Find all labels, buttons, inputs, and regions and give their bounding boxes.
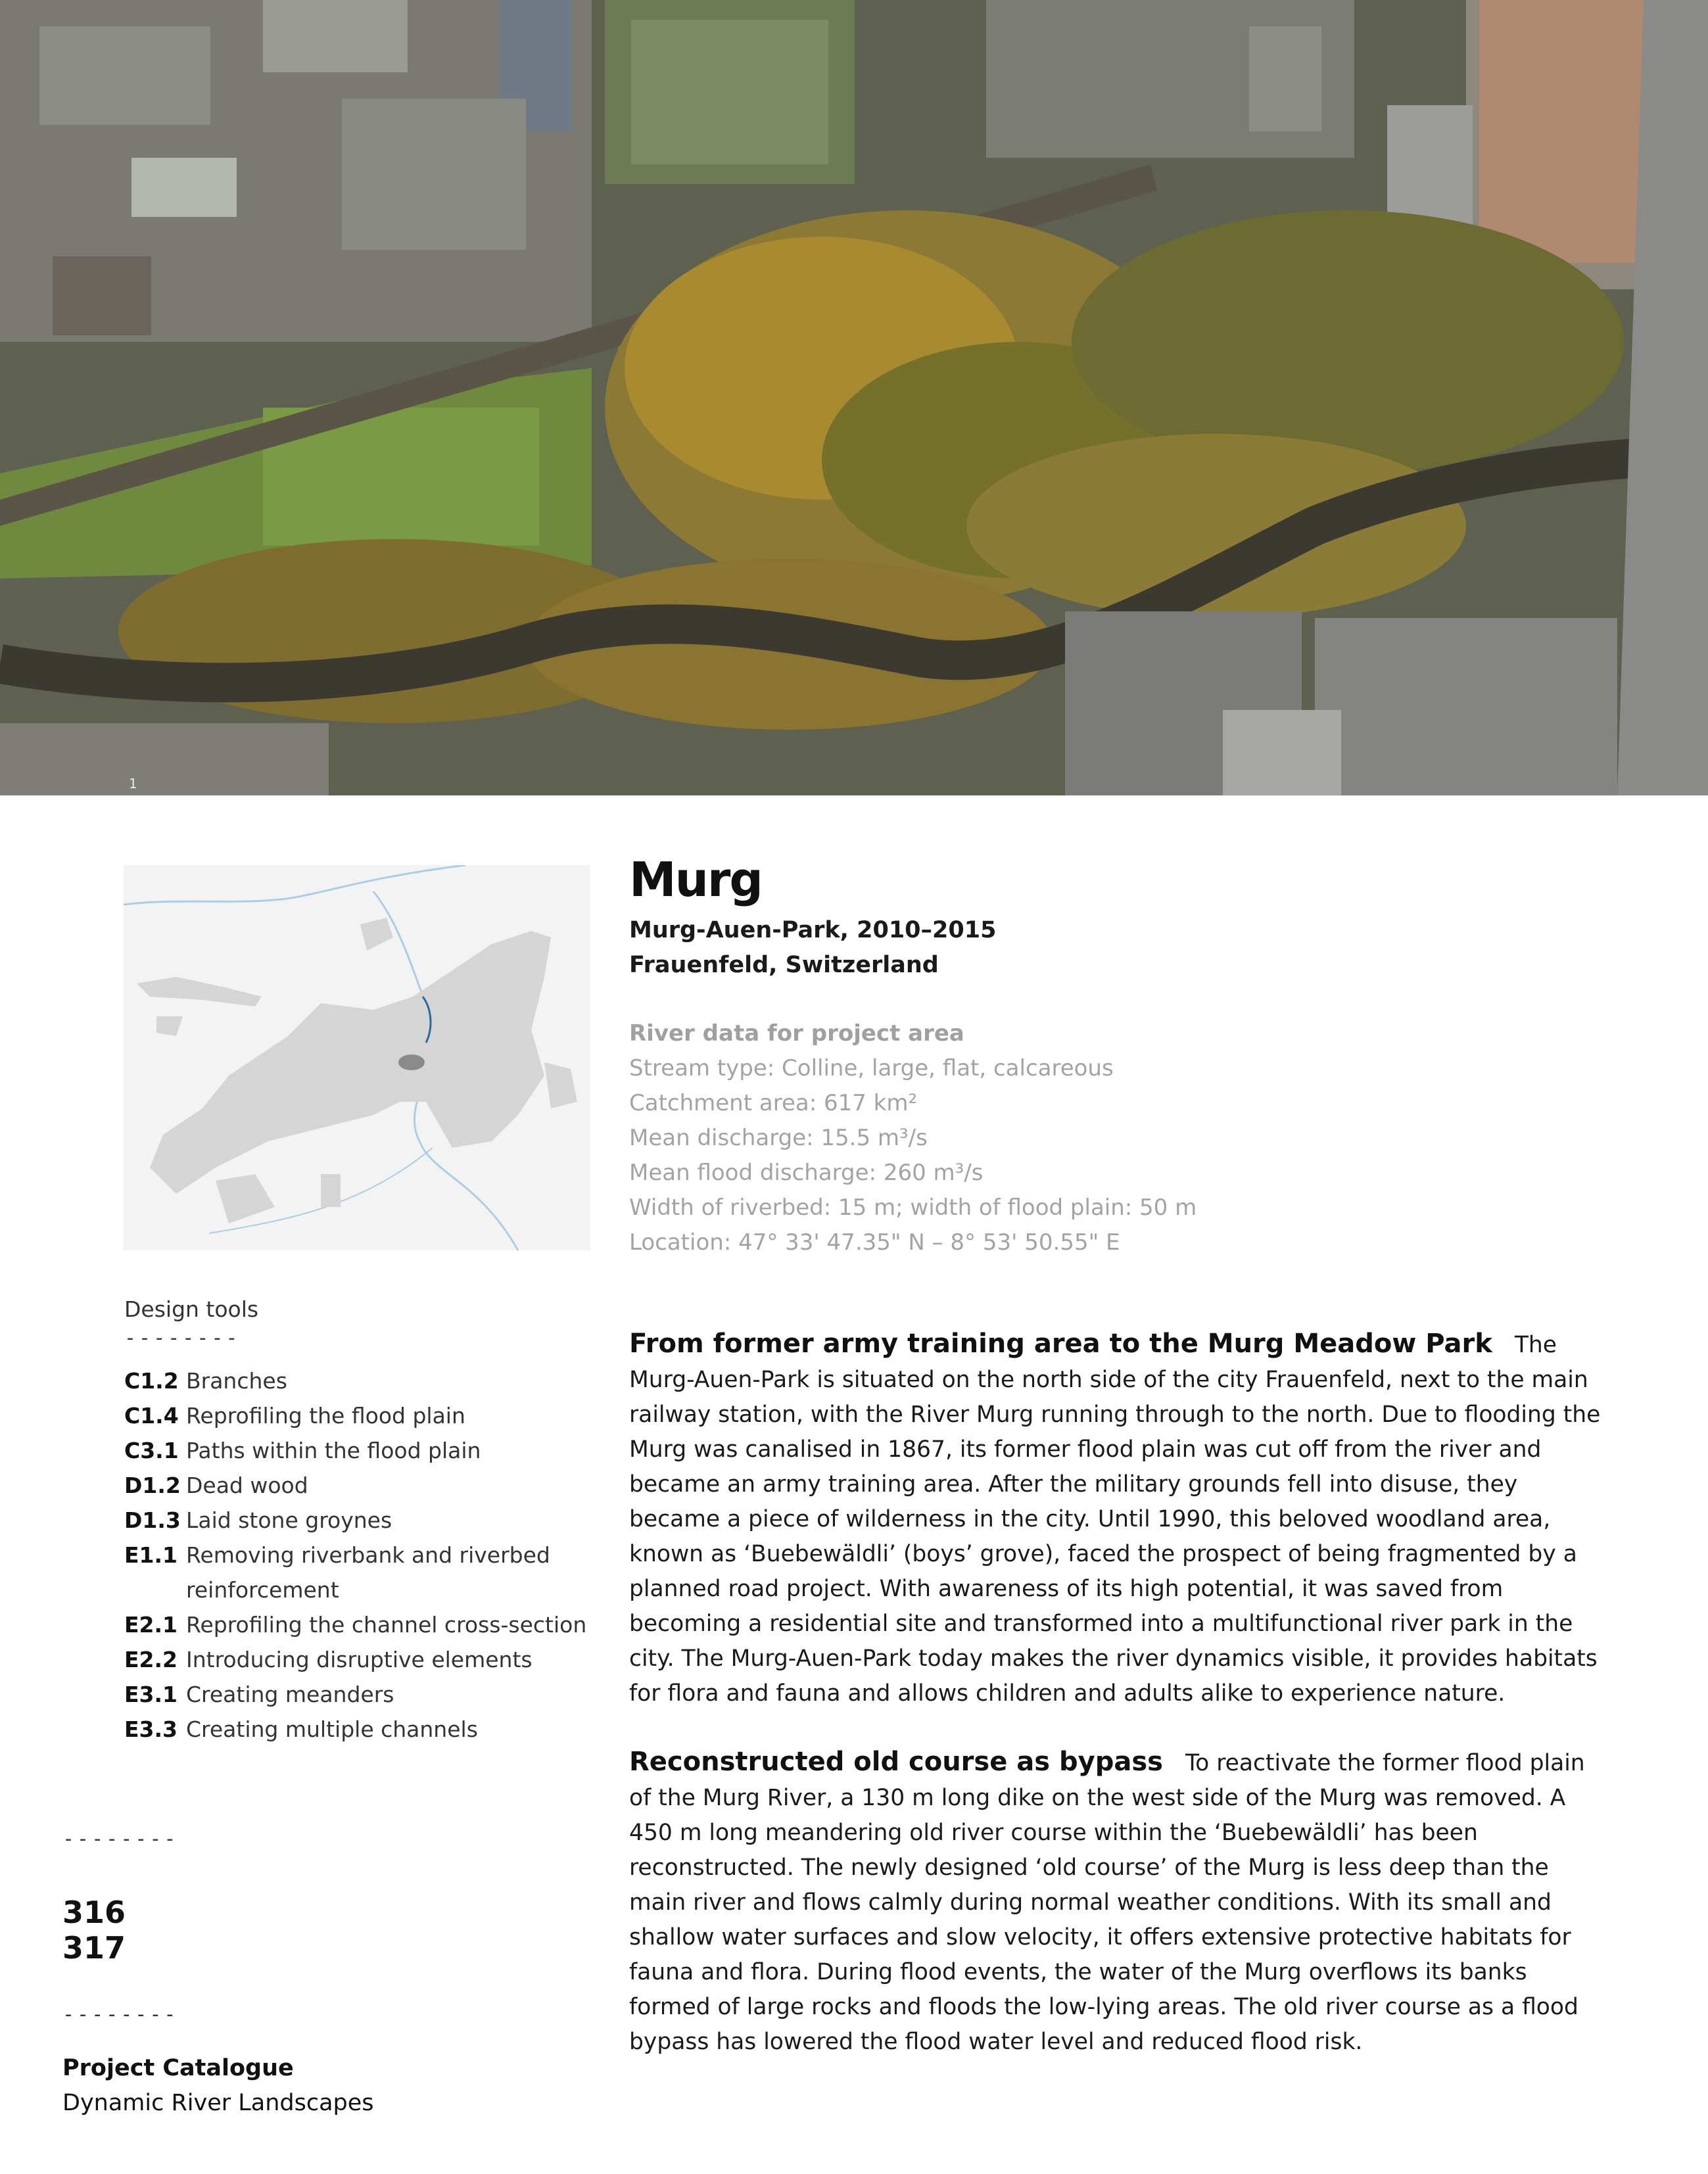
design-tool-item	[124, 1468, 598, 1503]
river-data-heading: River data for project area	[629, 1020, 964, 1047]
design-tool-item	[124, 1538, 598, 1607]
project-title: Murg	[629, 852, 762, 907]
design-tool-label: Removing riverbank and riverbed reinforcement	[186, 1542, 550, 1603]
design-tool-code: E3.3	[124, 1716, 178, 1742]
footer-separator: --------	[62, 2003, 179, 2026]
page-number-left: 316	[62, 1895, 126, 1930]
design-tool-label: Paths within the flood plain	[186, 1438, 481, 1463]
locator-map	[124, 865, 590, 1250]
design-tool-label: Reprofiling the channel cross-section	[186, 1612, 587, 1638]
page-number-right: 317	[62, 1930, 126, 1966]
design-tool-label: Dead wood	[186, 1473, 308, 1498]
design-tools-separator: --------	[124, 1327, 241, 1350]
section-old-course-bypass	[629, 1745, 1602, 2060]
design-tool-item	[124, 1433, 598, 1468]
design-tool-code: D1.2	[124, 1473, 181, 1498]
design-tool-code: E3.1	[124, 1682, 178, 1707]
design-tools-heading: Design tools	[124, 1296, 259, 1322]
photo-number: 1	[129, 776, 137, 792]
design-tool-label: Creating meanders	[186, 1682, 394, 1707]
design-tool-label: Branches	[186, 1368, 287, 1394]
design-tool-item	[124, 1642, 598, 1677]
design-tool-item	[124, 1398, 598, 1433]
design-tool-item	[124, 1503, 598, 1538]
river-data-line: Mean discharge: 15.5 m³/s	[629, 1125, 928, 1151]
design-tool-label: Creating multiple channels	[186, 1716, 478, 1742]
design-tool-label: Introducing disruptive elements	[186, 1647, 533, 1672]
river-data-line: Width of riverbed: 15 m; width of flood plain: 50 m	[629, 1194, 1197, 1221]
catalogue-info	[62, 2051, 374, 2121]
page-numbers	[62, 1895, 126, 1966]
design-tool-code: C3.1	[124, 1438, 179, 1463]
river-data	[629, 1016, 1197, 1260]
project-subtitle: Murg-Auen-Park, 2010–2015	[629, 917, 997, 943]
river-data-line: Mean flood discharge: 260 m³/s	[629, 1160, 984, 1186]
design-tool-label: Laid stone groynes	[186, 1507, 392, 1533]
design-tool-item	[124, 1607, 598, 1642]
catalogue-subtitle: Dynamic River Landscapes	[62, 2090, 374, 2116]
design-tool-label: Reprofiling the flood plain	[186, 1403, 465, 1429]
design-tool-code: E1.1	[124, 1542, 178, 1568]
river-data-line: Location: 47° 33' 47.35" N – 8° 53' 50.55" E	[629, 1229, 1120, 1256]
design-tool-code: E2.1	[124, 1612, 178, 1638]
river-data-line: Catchment area: 617 km²	[629, 1090, 918, 1116]
design-tool-code: C1.2	[124, 1368, 179, 1394]
project-location: Frauenfeld, Switzerland	[629, 952, 939, 978]
section-heading: From former army training area to the Murg Meadow Park	[629, 1329, 1492, 1359]
section-text: The Murg-Auen-Park is situated on the north side of the city Frauenfeld, next to the main railway station, with the River Murg running through to the north. Due to flooding the Murg was canalised in 1867, its former flood plain was cut off from the river and became an army training area. After the military grounds fell into disuse, they became a piece of wilderness in the city. Until 1990, this beloved woodland area, known as ‘Buebewäldli’ (boys’ grove), faced the prospect of being fragmented by a planned road project. With awareness of its high potential, it was saved from becoming a residential site and transformed into a multifunctional river park in the city. The Murg-Auen-Park today makes the river dynamics visible, it provides habitats for flora and fauna and allows children and adults alike to experience nature.	[629, 1332, 1601, 1707]
catalogue-title: Project Catalogue	[62, 2055, 294, 2081]
design-tool-code: E2.2	[124, 1647, 178, 1672]
aerial-photo	[0, 0, 1708, 795]
design-tool-code: C1.4	[124, 1403, 179, 1429]
design-tool-code: D1.3	[124, 1507, 181, 1533]
section-army-training-area	[629, 1327, 1602, 1711]
section-text: To reactivate the former flood plain of the Murg River, a 130 m long dike on the west side of the Murg was removed. A 450 m long meandering old river course within the ‘Buebewäldli’ has been reconstructed. The newly designed ‘old course’ of the Murg is less deep than the main river and flows calmly during normal weather conditions. With its small and shallow water surfaces and slow velocity, it offers extensive protective habitats for fauna and flora. During flood events, the water of the Murg overflows its banks formed of large rocks and floods the low-lying areas. The old river course as a flood bypass has lowered the flood water level and reduced flood risk.	[629, 1750, 1585, 2055]
design-tool-item	[124, 1677, 598, 1712]
design-tools-list	[124, 1363, 598, 1747]
footer-separator: --------	[62, 1828, 179, 1851]
section-heading: Reconstructed old course as bypass	[629, 1747, 1163, 1777]
design-tool-item	[124, 1712, 598, 1747]
river-data-line: Stream type: Colline, large, flat, calcareous	[629, 1055, 1114, 1081]
design-tool-item	[124, 1363, 598, 1398]
